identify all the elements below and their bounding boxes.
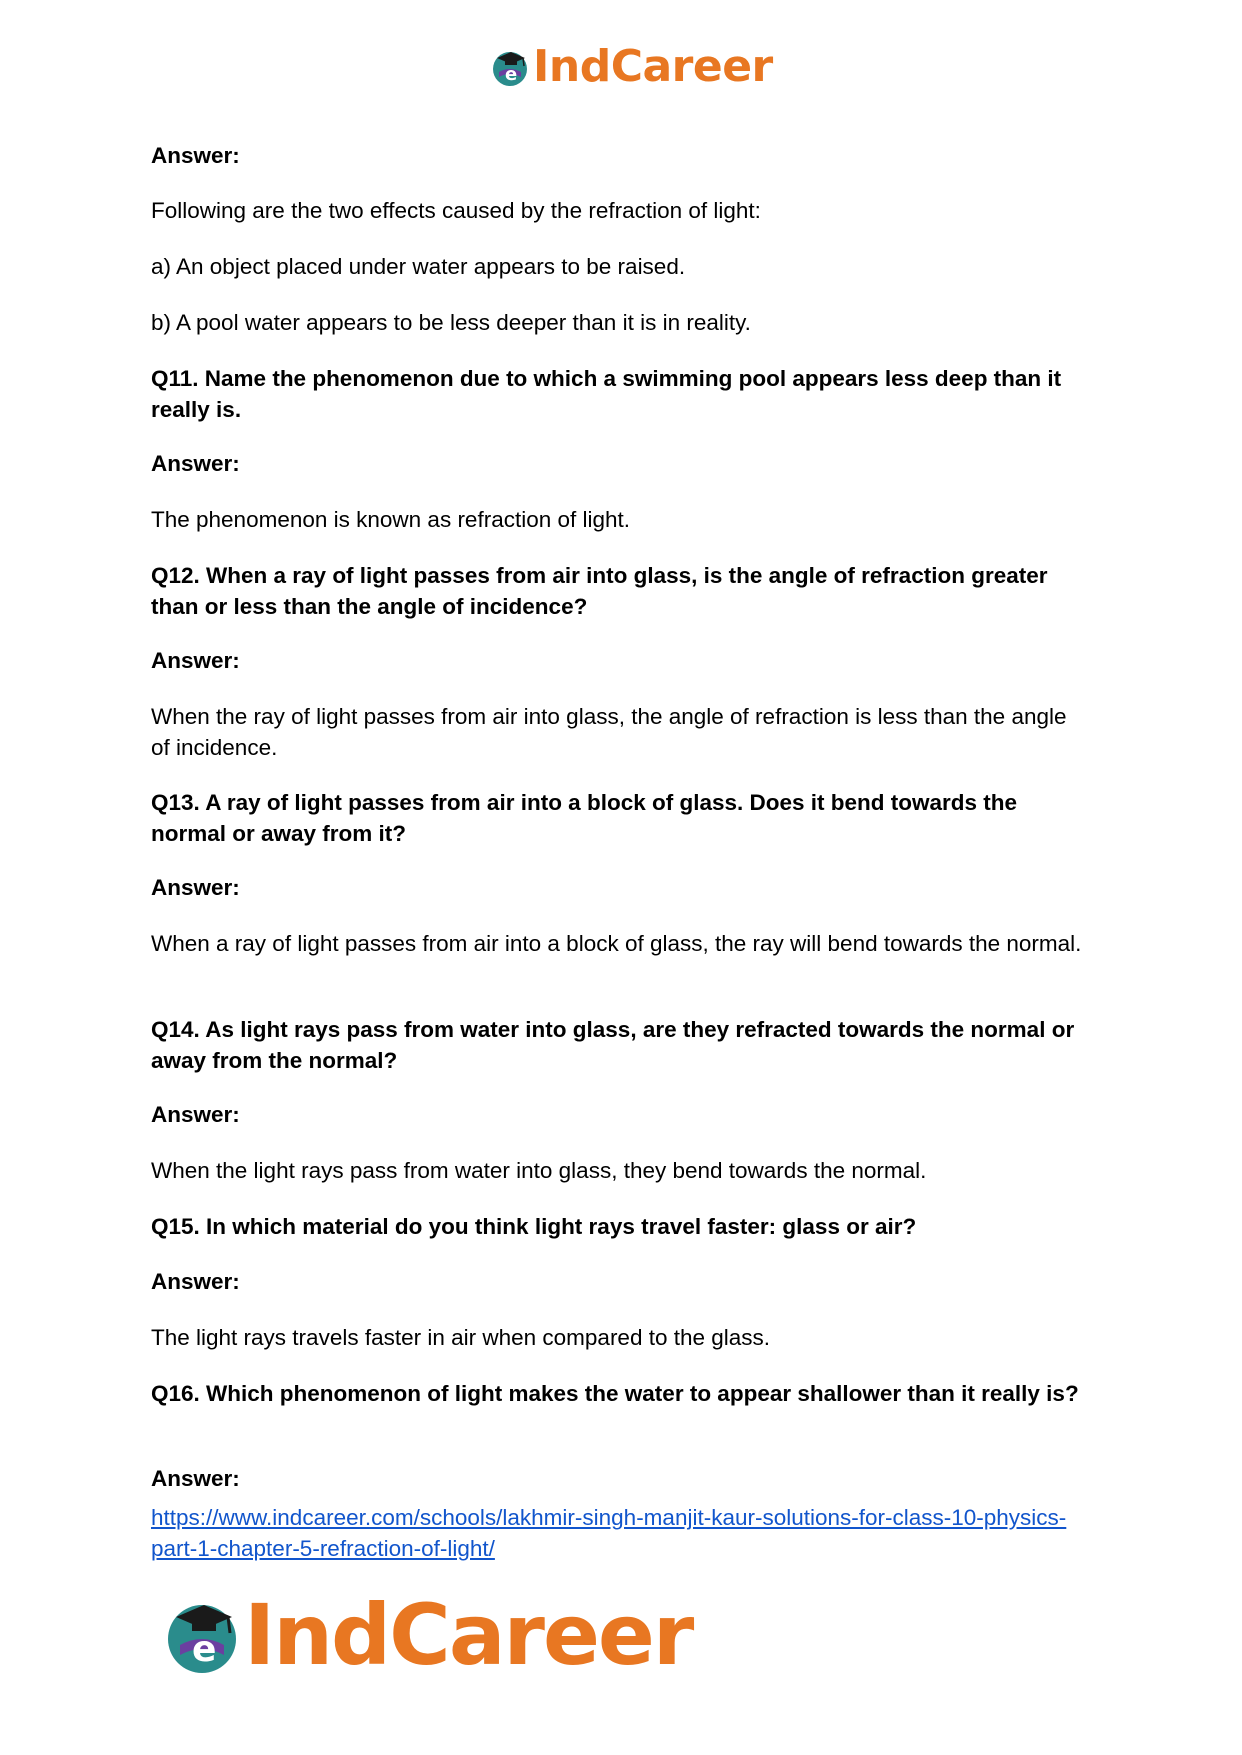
answer-label: Answer: [151, 1466, 240, 1491]
answer-label: Answer: [151, 1102, 240, 1127]
answer-label: Answer: [151, 143, 240, 168]
answer-a14: When the light rays pass from water into glass, they bend towards the normal. [151, 1158, 927, 1183]
answer-label: Answer: [151, 451, 240, 476]
answer-label: Answer: [151, 1269, 240, 1294]
svg-text:e: e [192, 1629, 217, 1670]
answer-a15: The light rays travels faster in air when compared to the glass. [151, 1325, 771, 1350]
question-q12: Q12. When a ray of light passes from air into glass, is the angle of refraction greater than or less than the angle of incidence? [151, 563, 1048, 619]
svg-text:e: e [505, 64, 518, 85]
question-q15: Q15. In which material do you think light rays travel faster: glass or air? [151, 1214, 917, 1239]
logo-text: IndCareer [244, 1586, 693, 1684]
source-link-line1[interactable]: https://www.indcareer.com/schools/lakhmir-singh-manjit-kaur-solutions-for-class-10-physics- [151, 1505, 1067, 1530]
question-q14: Q14. As light rays pass from water into glass, are they refracted towards the normal or away from the normal? [151, 1017, 1075, 1073]
answer-a11: The phenomenon is known as refraction of light. [151, 507, 631, 532]
question-q16: Q16. Which phenomenon of light makes the water to appear shallower than it really is? [151, 1381, 1079, 1406]
footer-logo [160, 1585, 692, 1685]
question-q13: Q13. A ray of light passes from air into a block of glass. Does it bend towards the normal or away from it? [151, 790, 1018, 846]
answer-label: Answer: [151, 875, 240, 900]
question-q11: Q11. Name the phenomenon due to which a swimming pool appears less deep than it really is. [151, 366, 1062, 422]
answer-a13: When a ray of light passes from air into a block of glass, the ray will bend towards the normal. [151, 931, 1082, 956]
source-link[interactable] [151, 1502, 1091, 1564]
answer-label: Answer: [151, 648, 240, 673]
paragraph: a) An object placed under water appears to be raised. [151, 254, 686, 279]
answer-a12: When the ray of light passes from air into glass, the angle of refraction is less than the angle of incidence. [151, 704, 1067, 760]
paragraph: b) A pool water appears to be less deeper than it is in reality. [151, 310, 751, 335]
logo-text: IndCareer [533, 41, 773, 92]
source-link-line2[interactable]: part-1-chapter-5-refraction-of-light/ [151, 1536, 495, 1561]
header-logo [489, 40, 773, 94]
graduation-book-icon [489, 46, 531, 88]
graduation-book-icon [160, 1593, 244, 1677]
paragraph: Following are the two effects caused by the refraction of light: [151, 198, 761, 223]
